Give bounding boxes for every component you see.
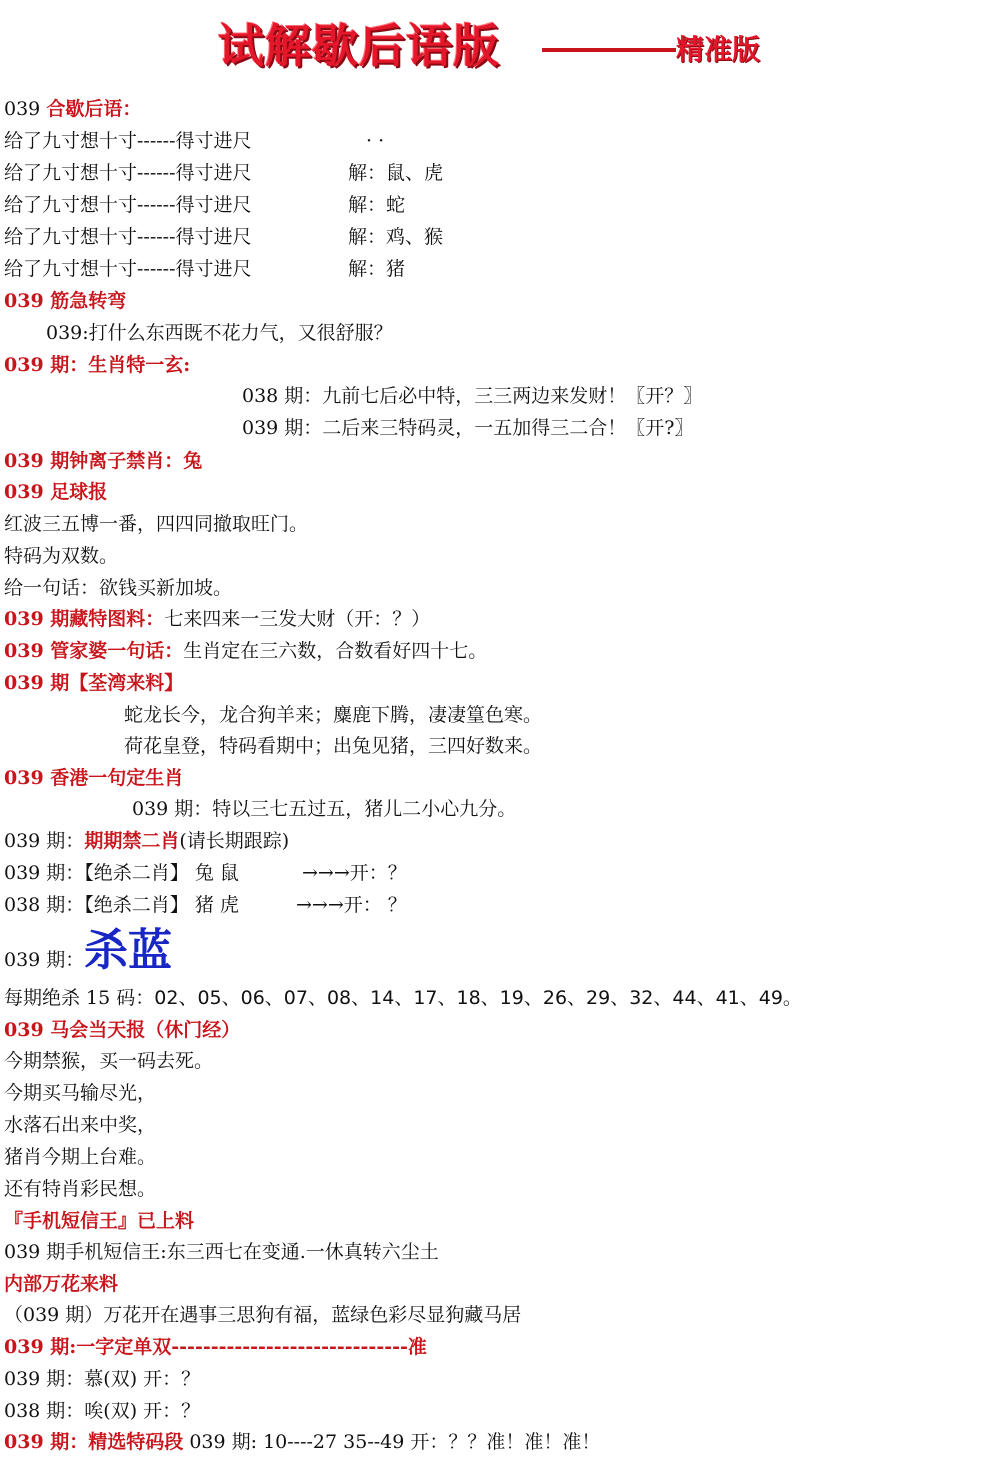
section-heading: 039 足球报	[4, 481, 108, 503]
section-text: 七来四来一三发大财（开：？）	[164, 608, 431, 630]
kill-row: 039 期：【绝杀二肖】 兔 鼠	[4, 862, 239, 884]
section-label: 每期绝杀 15 码：	[4, 987, 155, 1009]
section-heading: 『手机短信王』已上料	[4, 1210, 195, 1232]
riddle-text: 给了九寸想十寸------得寸进尺	[4, 194, 252, 216]
text-line: （039 期）万花开在遇事三思狗有福，蓝绿色彩尽显狗藏马居	[4, 1304, 522, 1326]
text-line: 今期禁猴，买一码去死。	[4, 1050, 214, 1072]
poem-line: 蛇龙长今，龙合狗羊来；麋鹿下腾，凄凄篁色寒。	[124, 704, 543, 726]
section-cangtetu	[4, 607, 430, 631]
section-heading: 内部万花来料	[4, 1273, 119, 1295]
kill-result: →→→开：？	[302, 862, 407, 884]
section-heading: 039 期钟离子禁肖：兔	[4, 450, 203, 472]
text-line: 红波三五博一番，四四同撤取旺门。	[4, 513, 309, 535]
section-tema-duan	[4, 1430, 600, 1454]
banner	[0, 18, 988, 78]
list-item	[4, 129, 252, 153]
section-label: 期期禁二肖	[84, 830, 180, 852]
page-subtitle: 精准版	[676, 33, 761, 66]
poem-line: 039 期：二后来三特码灵，一五加得三二合！〖开?〗	[242, 417, 694, 439]
text-line: 038 期：唉(双) 开：？	[4, 1400, 201, 1422]
text-line: 给一句话：欲钱买新加坡。	[4, 577, 233, 599]
section-heading: 039 期【荃湾来料】	[4, 672, 184, 694]
text-line: 猪肖今期上台难。	[4, 1146, 157, 1168]
list-item	[4, 161, 252, 185]
riddle-text: 给了九寸想十寸------得寸进尺	[4, 226, 252, 248]
riddle-text: 给了九寸想十寸------得寸进尺	[4, 162, 252, 184]
answer-text: · ·	[366, 130, 385, 152]
riddle-text: 给了九寸想十寸------得寸进尺	[4, 258, 252, 280]
text-line: 今期买马输尽光，	[4, 1082, 157, 1104]
kill-color-heading: 杀蓝	[84, 925, 172, 976]
section-prefix: 039 期：	[4, 949, 85, 971]
poem-line: 038 期：九前七后必中特，三三两边来发财！〖开？〗	[242, 385, 703, 407]
text-line: 水落石出来中奖，	[4, 1114, 157, 1136]
answer-text: 解：猪	[348, 258, 406, 280]
section-heading: 039 期:一字定单双------------------------------准	[4, 1336, 427, 1358]
section-text: 039 期: 10----27 35--49 开：？？准！准！准！	[183, 1431, 601, 1453]
title-dash-divider	[542, 48, 676, 52]
answer-text: 解：鸡、猴	[348, 226, 444, 248]
section-heading: 039 筋急转弯	[4, 290, 127, 312]
answer-text: 解：鼠、虎	[348, 162, 444, 184]
section-hexiehouyu	[4, 97, 141, 121]
list-item	[4, 257, 252, 281]
text-line: 039 期手机短信王:东三西七在变通.一休真转六尘土	[4, 1241, 439, 1263]
page-title: 试解歇后语版	[218, 19, 500, 73]
poem-line: 荷花皇登，特码看期中；出兔见猪，三四好数来。	[124, 735, 543, 757]
kill-numbers-row	[4, 986, 802, 1010]
section-heading: 039 期：生肖特一玄:	[4, 354, 191, 376]
section-text: 生肖定在三六数，合数看好四十七。	[183, 640, 488, 662]
section-label: 合歇后语：	[46, 98, 142, 120]
poem-line: 039 期：特以三七五过五，猪儿二小心九分。	[132, 798, 517, 820]
section-label: 039 管家婆一句话：	[4, 640, 184, 662]
text-line: 特码为双数。	[4, 545, 119, 567]
section-jinerxiao	[4, 829, 289, 853]
section-heading: 039 香港一句定生肖	[4, 767, 184, 789]
section-prefix: 039 期：	[4, 830, 85, 852]
riddle-text: 给了九寸想十寸------得寸进尺	[4, 130, 252, 152]
riddle-question: 039:打什么东西既不花力气，又很舒服？	[46, 322, 393, 344]
section-guanjiapo	[4, 639, 487, 663]
kill-numbers: 02、05、06、07、08、14、17、18、19、26、29、32、44、41、49。	[154, 987, 802, 1009]
text-line: 还有特肖彩民想。	[4, 1178, 157, 1200]
text-line: 039 期：慕(双) 开：？	[4, 1368, 201, 1390]
section-label: 039 期藏特图料：	[4, 608, 165, 630]
issue-number: 039	[4, 98, 41, 120]
answer-text: 解：蛇	[348, 194, 406, 216]
list-item	[4, 193, 252, 217]
kill-row: 038 期：【绝杀二肖】 猪 虎	[4, 894, 239, 916]
section-note: (请长期跟踪)	[179, 830, 290, 852]
section-label: 039 期：精选特码段	[4, 1431, 184, 1453]
section-heading: 039 马会当天报（休门经）	[4, 1019, 241, 1041]
list-item	[4, 225, 252, 249]
kill-result: →→→开： ？	[296, 894, 407, 916]
